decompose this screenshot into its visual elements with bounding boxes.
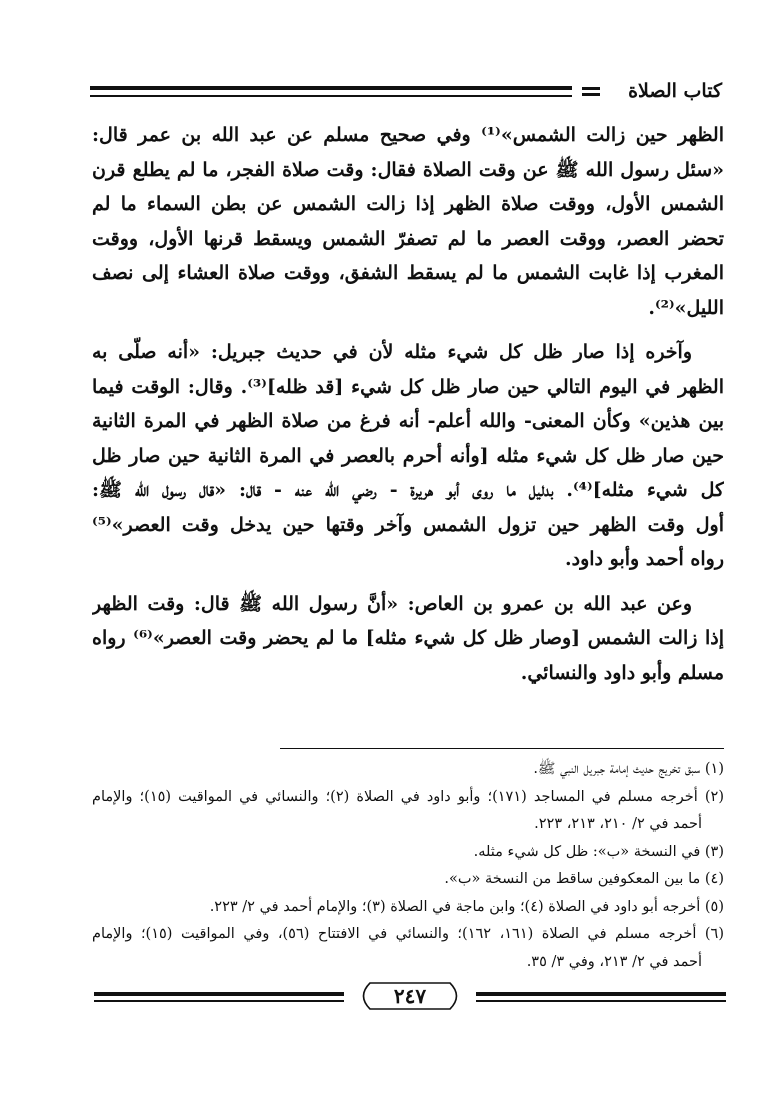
text-line: «سئل رسول الله ﷺ عن وقت الصلاة فقال: وقت صلاة الفجر، ما لم يطلع قرن [92,158,724,181]
footnote-1: (١) سبق تخريج حديث إمامة جبريل النبي ﷺ. [533,761,724,777]
footnote-line: (٦) أخرجه مسلم في الصلاة (١٦١، ١٦٢)؛ والنسائي في الافتتاح (٥٦)، وفي المواقيت (١٥)؛ والإمام [92,926,724,942]
running-header [90,80,722,106]
footnote-6-continued: أحمد في ٢/ ٢١٣، وفي ٣/ ٣٥. [526,953,702,970]
text-line: إذا زالت الشمس [وصار ظل كل شيء مثله] ما لم يحضر وقت العصر»⁽⁶⁾ رواه [92,627,724,649]
footnote-6 [92,921,724,949]
text-line: وعن عبد الله بن عمرو بن العاص: «أنَّ رسول الله ﷺ قال: وقت الظهر [92,592,692,615]
text-line: رواه أحمد وأبو داود. [565,548,724,570]
text-line: الشمس الأول، ووقت صلاة الظهر إذا زالت الشمس عن بطن السماء ما لم [92,193,724,215]
text-line: بين هذين» وكأن المعنى- والله أعلم- أنه فرغ من صلاة الظهر في المرة الثانية [92,410,724,432]
main-text [92,118,724,690]
footnote-5: (٥) أخرجه أبو داود في الصلاة (٤)؛ وابن ماجة في الصلاة (٣)؛ والإمام أحمد في ٢/ ٢٢٣. [209,898,724,915]
text-line: الظهر حين زالت الشمس»⁽¹⁾ وفي صحيح مسلم عن عبد الله بن عمر قال: [92,124,724,146]
footnote-4: (٤) ما بين المعكوفين ساقط من النسخة «ب». [444,871,724,887]
header-dash-ornament [582,87,600,96]
footnote-3: (٣) في النسخة «ب»: ظل كل شيء مثله. [473,843,724,860]
text-line: مسلم وأبو داود والنسائي. [520,661,724,684]
text-line: أول وقت الظهر حين تزول الشمس وآخر وقتها حين يدخل وقت العصر»⁽⁵⁾ [92,513,724,536]
footer-rule-left [94,992,344,1002]
footnotes [92,756,724,976]
footnote-line: (٢) أخرجه مسلم في المساجد (١٧١)؛ وأبو داود في الصلاة (٢)؛ والنسائي في المواقيت (١٥)؛ والإمام [92,788,724,805]
text-line: الليل»⁽²⁾. [648,296,724,319]
footnote-2-continued: أحمد في ٢/ ٢١٠، ٢١٣، ٢٢٣. [534,816,702,832]
footer-rule-right [476,992,726,1002]
text-line: تحضر العصر، ووقت العصر ما لم تصفرّ الشمس ويسقط قرنها الأول، ووقت [92,227,724,250]
paragraph-2 [92,335,724,577]
text-line: الظهر في اليوم التالي حين صار ظل كل شيء [قد ظله]⁽³⁾. وقال: الوقت فيما [92,375,724,398]
text-line: وآخره إذا صار ظل كل شيء مثله لأن في حديث جبريل: «أنه صلّى به [92,341,692,363]
page-number-frame [356,982,464,1010]
footnote-2 [92,784,724,812]
text-line: حين صار ظل كل شيء مثله [وأنه أحرم بالعصر في المرة الثانية حين صار ظل [92,444,724,467]
chapter-title: كتاب الصلاة [628,80,722,102]
text-line: المغرب إذا غابت الشمس ما لم يسقط الشفق، ووقت صلاة العشاء إلى نصف [92,262,724,284]
header-rule [90,86,572,97]
page-number: ٢٤٧ [393,984,427,1008]
paragraph-1 [92,118,724,325]
text-line: كل شيء مثله]⁽⁴⁾. بدليل ما روى أبو هريرة - رضي الله عنه - قال: «قال رسول الله ﷺ: [92,479,724,501]
footnote-separator [280,748,724,749]
paragraph-3 [92,587,724,691]
page-footer [94,982,726,1012]
